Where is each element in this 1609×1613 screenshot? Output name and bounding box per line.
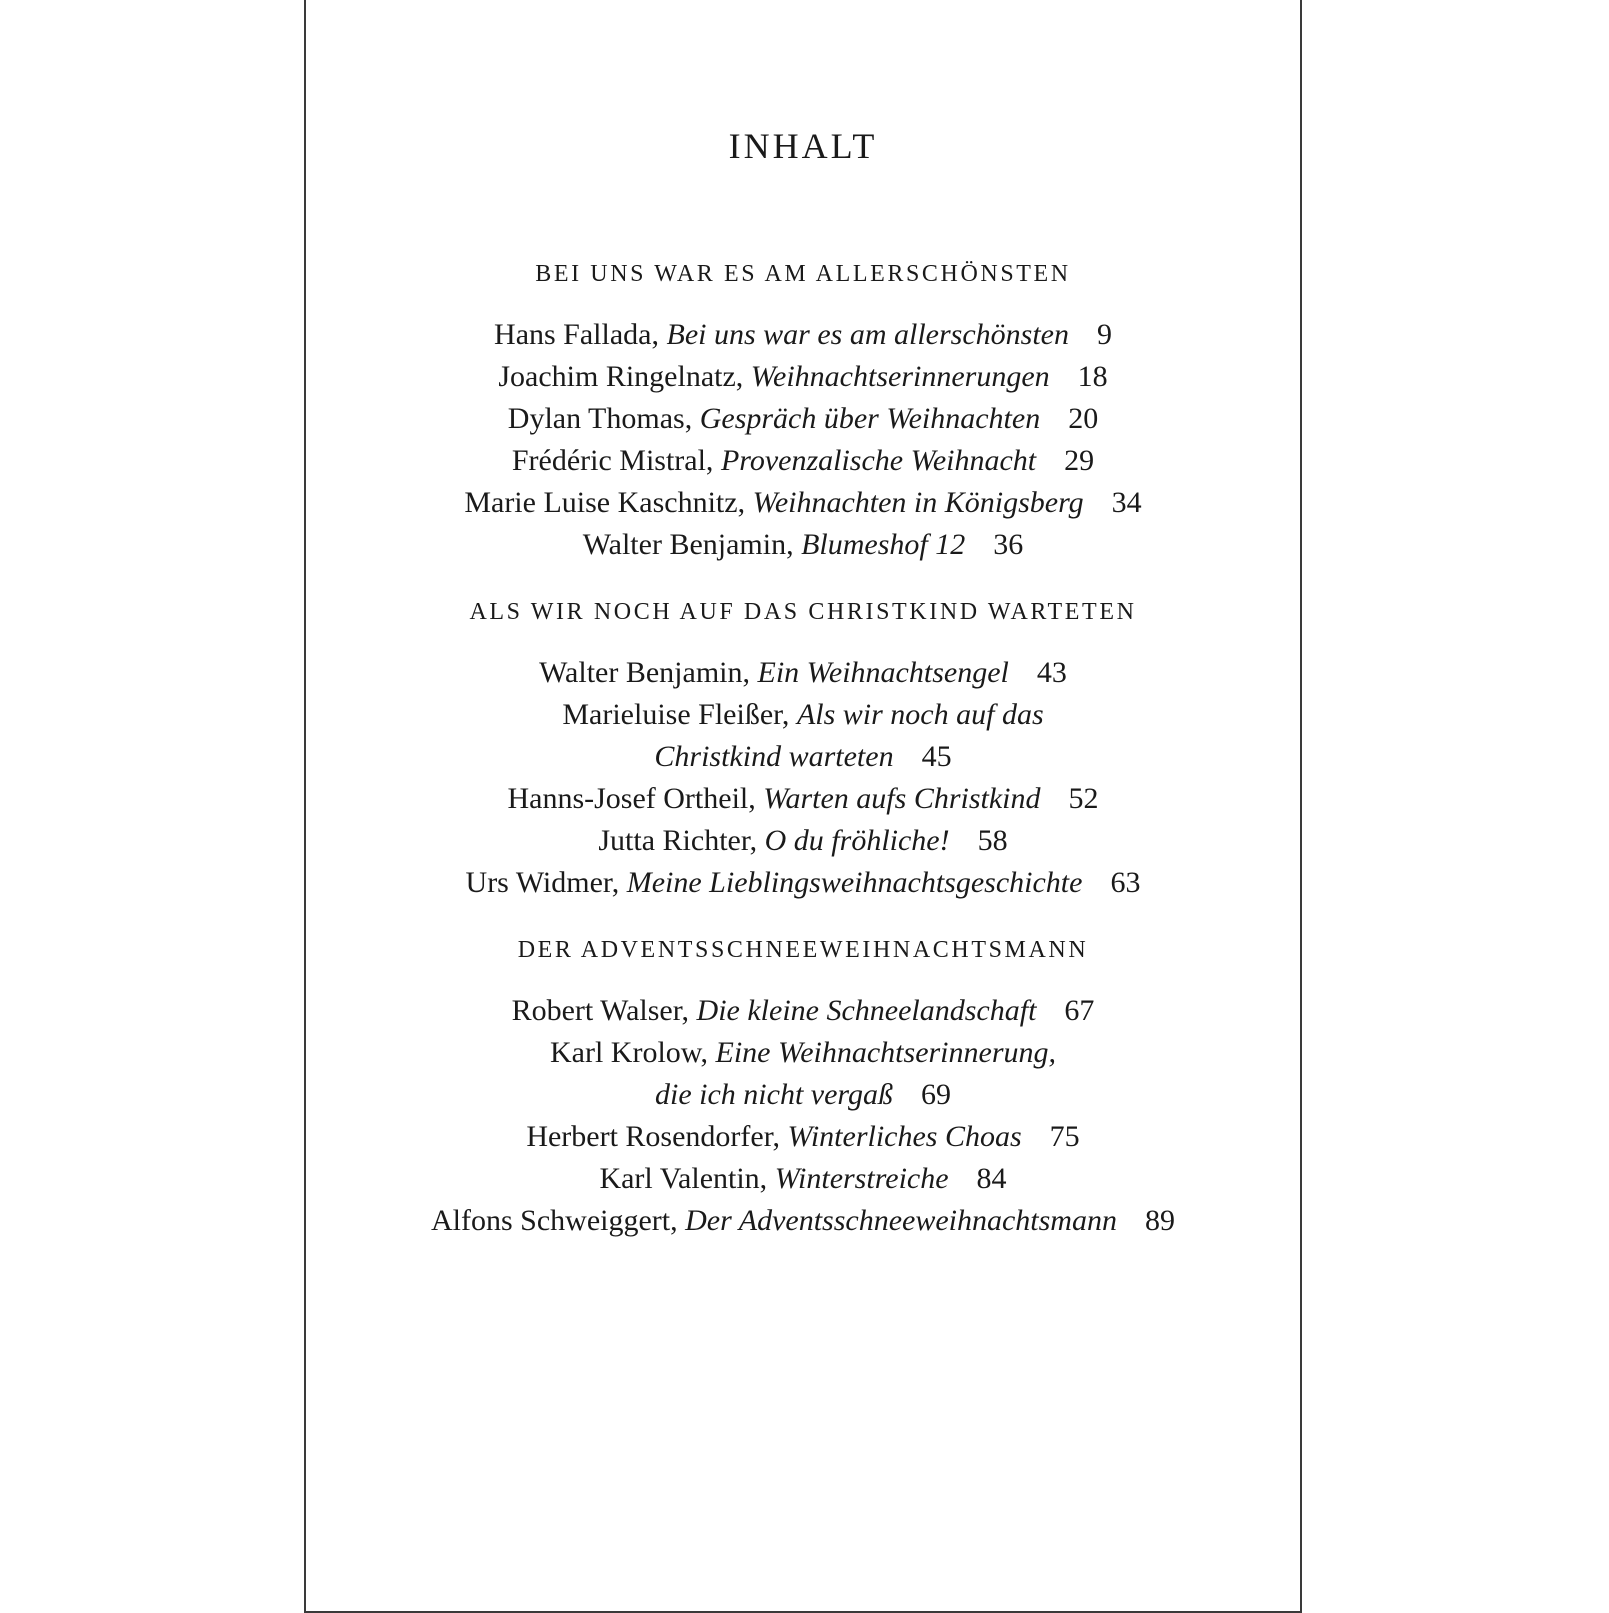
entry-page-number: 18 — [1077, 360, 1108, 393]
page-title: INHALT — [728, 126, 878, 166]
entry-title-continued: die ich nicht vergaß — [655, 1078, 893, 1111]
entry-author: Robert Walser, — [511, 994, 690, 1027]
toc-section-3 — [306, 932, 1300, 1242]
entry-author: Marie Luise Kaschnitz, — [464, 486, 746, 519]
toc-entry — [306, 694, 1300, 778]
entry-title: Winterliches Choas — [787, 1120, 1022, 1153]
entry-title: Weihnachtserinnerungen — [750, 360, 1050, 393]
entry-second-line — [306, 736, 1300, 778]
entry-author: Walter Benjamin, — [539, 656, 750, 689]
book-page — [304, 0, 1302, 1613]
entry-page-number: 89 — [1144, 1204, 1175, 1237]
entry-title: Eine Weihnachtserinnerung, — [715, 1036, 1057, 1069]
entry-author: Jutta Richter, — [598, 824, 758, 857]
entry-author: Joachim Ringelnatz, — [498, 360, 744, 393]
entry-title: Gespräch über Weihnachten — [699, 402, 1041, 435]
entry-title: Provenzalische Weihnacht — [720, 444, 1037, 477]
entry-page-number: 20 — [1068, 402, 1099, 435]
toc-entry — [306, 1032, 1300, 1116]
entry-page-number: 45 — [921, 740, 952, 773]
entry-page-number: 75 — [1049, 1120, 1080, 1153]
toc-section-2 — [306, 594, 1300, 904]
entry-title: Winterstreiche — [774, 1162, 949, 1195]
toc-section-1 — [306, 256, 1300, 566]
entry-title: Weihnachten in Königsberg — [752, 486, 1084, 519]
entry-author: Alfons Schweiggert, — [431, 1204, 678, 1237]
entry-page-number: 43 — [1036, 656, 1067, 689]
entry-author: Urs Widmer, — [465, 866, 620, 899]
toc-entry — [306, 652, 1300, 694]
entry-title: Der Adventsschneeweihnachtsmann — [685, 1204, 1117, 1237]
toc-entry — [306, 1200, 1300, 1242]
entry-title: Bei uns war es am allerschönsten — [666, 318, 1069, 351]
entry-page-number: 52 — [1068, 782, 1099, 815]
entry-title: Die kleine Schneelandschaft — [696, 994, 1037, 1027]
entry-author: Walter Benjamin, — [582, 528, 794, 561]
toc-entry — [306, 1158, 1300, 1200]
entry-page-number: 36 — [993, 528, 1024, 561]
section-heading: ALS WIR NOCH AUF DAS CHRISTKIND WARTETEN — [469, 599, 1137, 625]
toc-entry — [306, 398, 1300, 440]
entry-author: Karl Krolow, — [549, 1036, 708, 1069]
section-heading: BEI UNS WAR ES AM ALLERSCHÖNSTEN — [535, 261, 1071, 287]
entry-page-number: 58 — [977, 824, 1008, 857]
toc-entry — [306, 778, 1300, 820]
entry-author: Dylan Thomas, — [507, 402, 693, 435]
toc-entry — [306, 482, 1300, 524]
toc-entry — [306, 314, 1300, 356]
entry-author: Marieluise Fleißer, — [562, 698, 790, 731]
toc-entry — [306, 820, 1300, 862]
entry-page-number: 67 — [1064, 994, 1095, 1027]
entry-title: Warten aufs Christkind — [763, 782, 1041, 815]
toc-entry — [306, 524, 1300, 566]
entry-title: Ein Weihnachtsengel — [757, 656, 1009, 689]
entry-title: Blumeshof 12 — [801, 528, 966, 561]
toc-entry — [306, 990, 1300, 1032]
entry-first-line — [306, 694, 1300, 736]
entry-page-number: 69 — [920, 1078, 951, 1111]
entry-title-continued: Christkind warteten — [654, 740, 894, 773]
entry-author: Frédéric Mistral, — [511, 444, 714, 477]
entry-page-number: 29 — [1064, 444, 1095, 477]
entry-page-number: 34 — [1111, 486, 1142, 519]
entry-second-line — [306, 1074, 1300, 1116]
toc-entry — [306, 862, 1300, 904]
entry-author: Karl Valentin, — [599, 1162, 768, 1195]
toc-entry — [306, 440, 1300, 482]
entry-author: Hans Fallada, — [494, 318, 659, 351]
toc-entry — [306, 356, 1300, 398]
entry-page-number: 63 — [1110, 866, 1141, 899]
entry-page-number: 9 — [1096, 318, 1112, 351]
table-of-contents — [306, 256, 1300, 1242]
entry-author: Hanns-Josef Ortheil, — [507, 782, 756, 815]
entry-page-number: 84 — [976, 1162, 1007, 1195]
entry-title: Als wir noch auf das — [796, 698, 1044, 731]
section-heading: DER ADVENTSSCHNEEWEIHNACHTSMANN — [517, 937, 1089, 963]
entry-title: Meine Lieblingsweihnachtsgeschichte — [626, 866, 1083, 899]
entry-first-line — [306, 1032, 1300, 1074]
entry-author: Herbert Rosendorfer, — [526, 1120, 781, 1153]
entry-title: O du fröhliche! — [764, 824, 950, 857]
toc-entry — [306, 1116, 1300, 1158]
